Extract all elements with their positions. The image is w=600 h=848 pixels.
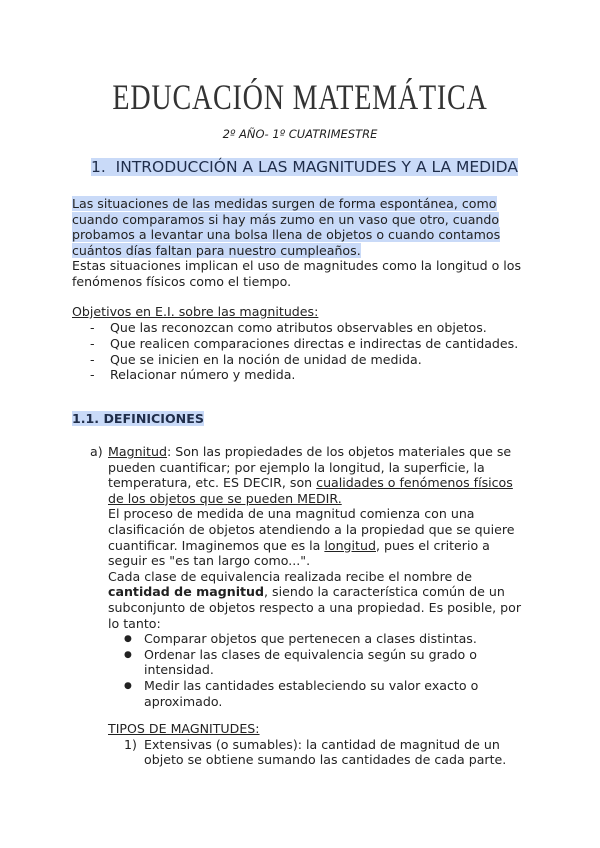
magnitud-definition [108, 444, 530, 506]
tipos-list [108, 737, 530, 768]
section-1-1-heading [72, 411, 204, 426]
class-bold-term: cantidad de magnitud [108, 584, 265, 600]
magnitud-term: Magnitud [108, 444, 167, 459]
intro-paragraph-2: Estas situaciones implican el uso de magnitudes como la longitud o los fenómenos físicos como el tiempo. [72, 258, 522, 289]
measure-longitud: longitud [324, 537, 376, 553]
objective-item: - Que las reconozcan como atributos observables en objetos. [88, 320, 518, 336]
possibilities-list [108, 631, 530, 709]
section-1-title: INTRODUCCIÓN A LAS MAGNITUDES Y A LA MEDIDA [115, 158, 518, 176]
measure-text-1: El proceso de medida de una magnitud comienza con una clasificación de objetos atendiendo a la propiedad que se quiere cuantificar. Imaginemos que es la [108, 506, 515, 553]
objective-item: - Relacionar número y medida. [88, 367, 518, 383]
section-1-1-title: 1.1. DEFINICIONES [72, 411, 204, 426]
section-1-number: 1. [91, 158, 106, 176]
objectives-list [88, 320, 518, 383]
document-title: EDUCACIÓN MATEMÁTICA [112, 77, 488, 117]
possibility-item: ● Comparar objetos que pertenecen a clases distintas. [108, 631, 530, 647]
magnitud-def-underlined: cualidades o fenómenos físicos de los objetos que se pueden MEDIR. [108, 475, 513, 506]
section-1-heading [91, 158, 518, 176]
intro-paragraph-1: Las situaciones de las medidas surgen de forma espontánea, como cuando comparamos si hay más zumo en un vaso que otro, cuando probamos a levantar una bolsa llena de objetos o cuando contamos cuántos días faltan para nuestro cumpleaños. [72, 196, 501, 258]
intro-paragraph [72, 196, 532, 290]
possibility-item: ● Medir las cantidades estableciendo su valor exacto o aproximado. [108, 678, 530, 709]
definition-item-a [90, 444, 530, 768]
item-a-content [108, 444, 530, 768]
equivalence-class-text [108, 569, 530, 631]
objectives-heading: Objetivos en E.I. sobre las magnitudes: [72, 304, 319, 319]
measure-text-2: , pues el criterio a seguir es "es tan largo como...". [108, 537, 490, 569]
possibility-item: ● Ordenar las clases de equivalencia según su grado o intensidad. [108, 647, 530, 678]
class-text-1: Cada clase de equivalencia realizada recibe el nombre de [108, 568, 473, 584]
class-text-2: , siendo la característica común de un subconjunto de objetos respecto a una propiedad. Es posible, por lo tanto: [108, 584, 522, 631]
magnitud-def-text: : Son las propiedades de los objetos materiales que se pueden cuantificar; por ejemplo la longitud, la superficie, la temperatura, etc. ES DECIR, son [108, 444, 512, 491]
document-subtitle: 2º AÑO- 1º CUATRIMESTRE [222, 127, 378, 141]
tipos-heading: TIPOS DE MAGNITUDES: [108, 721, 260, 737]
objective-item: - Que realicen comparaciones directas e indirectas de cantidades. [88, 336, 518, 352]
objective-item: - Que se inicien en la noción de unidad de medida. [88, 352, 518, 368]
tipo-item [108, 737, 530, 768]
tipo-number: 1) [124, 736, 137, 752]
measure-process-text [108, 506, 530, 568]
tipo-text: Extensivas (o sumables): la cantidad de magnitud de un objeto se obtiene sumando las cantidades de cada parte. [144, 736, 507, 768]
item-a-marker: a) [90, 444, 103, 459]
section-1-highlight [91, 158, 518, 176]
